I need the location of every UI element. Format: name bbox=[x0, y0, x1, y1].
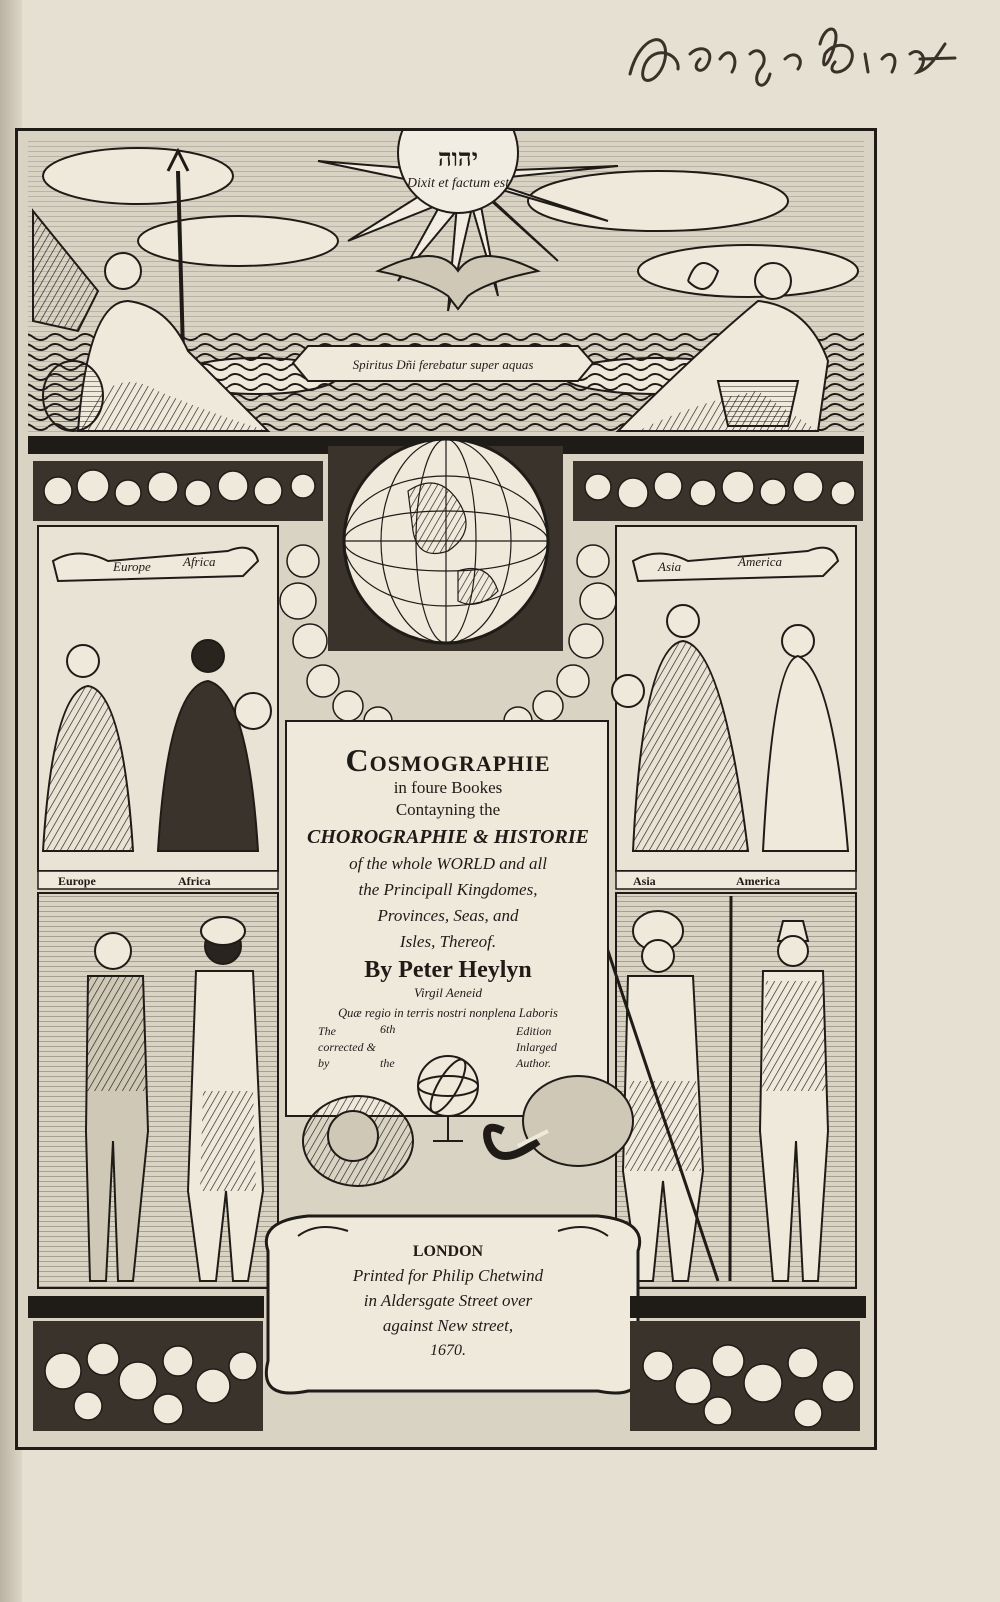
svg-text:America: America bbox=[736, 874, 780, 888]
svg-text:Virgil Aeneid: Virgil Aeneid bbox=[414, 985, 482, 1000]
svg-text:Inlarged: Inlarged bbox=[516, 1040, 557, 1054]
europe-africa-panel bbox=[38, 526, 278, 889]
svg-text:corrected &: corrected & bbox=[318, 1040, 376, 1054]
epigraph: Quæ regio in terris nostri nonplena Laboris bbox=[338, 1006, 558, 1020]
svg-text:by: by bbox=[318, 1056, 330, 1070]
spirit-banner bbox=[293, 346, 593, 381]
svg-text:Spiritus Dñi ferebatur super a: Spiritus Dñi ferebatur super aquas bbox=[352, 357, 534, 372]
main-title: Cosmographie bbox=[345, 742, 551, 778]
svg-text:against New street,: against New street, bbox=[382, 1316, 514, 1335]
svg-text:Europe: Europe bbox=[113, 559, 151, 574]
svg-text:Isles, Thereof.: Isles, Thereof. bbox=[399, 932, 497, 951]
lower-left-figures bbox=[38, 893, 278, 1288]
sun-motto: Dixit et factum est bbox=[406, 176, 510, 191]
lion-icon bbox=[303, 1096, 413, 1186]
engraved-plate bbox=[15, 128, 877, 1450]
fruit-garland-right bbox=[573, 461, 863, 521]
svg-text:Africa: Africa bbox=[178, 874, 211, 888]
svg-text:CHOROGRAPHIE & HISTORIE: CHOROGRAPHIE & HISTORIE bbox=[307, 826, 589, 848]
svg-text:Provinces, Seas, and: Provinces, Seas, and bbox=[377, 906, 519, 925]
handwritten-signature bbox=[620, 14, 960, 104]
svg-text:Europe: Europe bbox=[58, 874, 96, 888]
svg-text:the Principall Kingdomes,: the Principall Kingdomes, bbox=[358, 880, 538, 899]
svg-text:Contayning the: Contayning the bbox=[395, 800, 501, 819]
svg-text:1670.: 1670. bbox=[430, 1342, 466, 1359]
svg-text:Africa: Africa bbox=[183, 554, 216, 569]
svg-text:in Aldersgate Street over: in Aldersgate Street over bbox=[363, 1291, 533, 1310]
fruit-garland-left bbox=[33, 461, 323, 521]
sun-face-icon bbox=[235, 693, 271, 729]
svg-text:Printed for Philip Chetwind: Printed for Philip Chetwind bbox=[352, 1266, 544, 1285]
svg-text:America: America bbox=[738, 554, 783, 569]
svg-text:Asia: Asia bbox=[658, 559, 682, 574]
svg-text:in foure Bookes: in foure Bookes bbox=[393, 778, 503, 797]
engraving-artwork bbox=[18, 131, 874, 1447]
hebrew-name: יהוה bbox=[437, 146, 479, 172]
author-line: By Peter Heylyn bbox=[364, 957, 532, 983]
bottom-fruit-garland-right bbox=[630, 1321, 860, 1431]
globe-icon bbox=[328, 439, 563, 651]
svg-text:LONDON: LONDON bbox=[412, 1243, 484, 1260]
svg-text:Edition: Edition bbox=[516, 1024, 552, 1038]
imprint-cartouche bbox=[266, 1216, 639, 1393]
creation-panel bbox=[28, 131, 864, 439]
bottom-fruit-garland-left bbox=[33, 1321, 263, 1431]
svg-text:the: the bbox=[380, 1056, 395, 1070]
svg-text:Asia: Asia bbox=[633, 874, 656, 888]
svg-text:Author.: Author. bbox=[516, 1056, 552, 1070]
svg-text:6th: 6th bbox=[380, 1022, 396, 1036]
asia-america-panel bbox=[612, 526, 856, 889]
svg-text:of the whole WORLD and all: of the whole WORLD and all bbox=[349, 854, 547, 873]
svg-text:The: The bbox=[318, 1024, 336, 1038]
orb-icon bbox=[612, 675, 644, 707]
